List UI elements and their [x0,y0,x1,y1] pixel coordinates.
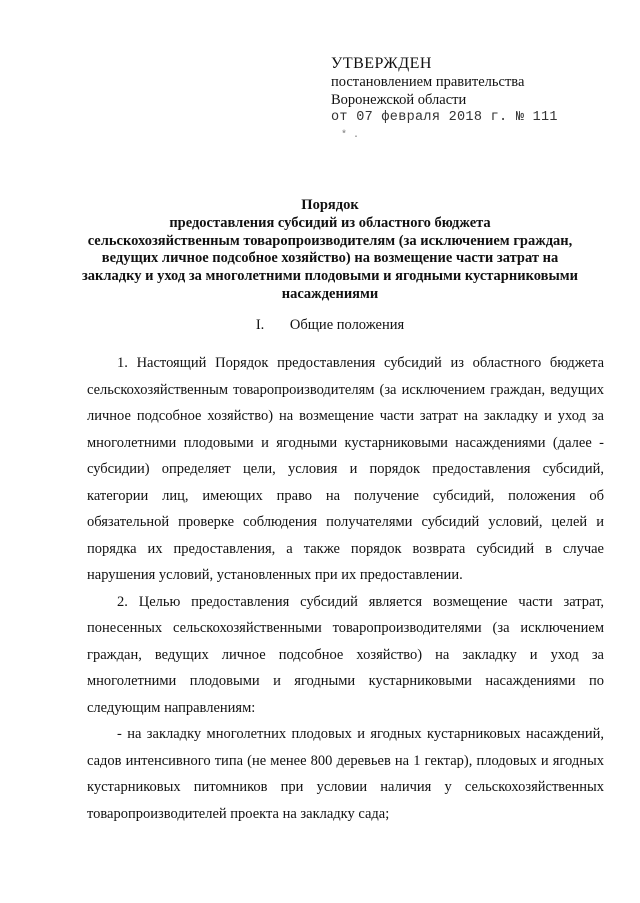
title-line-4: ведущих личное подсобное хозяйство) на возмещение части затрат на [101,250,559,267]
approval-date-line: от 07 февраля 2018 г. № 111 [331,110,558,125]
document-title [60,197,600,304]
approval-line-1: постановлением правительства [331,74,525,90]
title-line-1: Порядок [301,197,359,213]
section-title: Общие положения [289,317,405,333]
approval-title: УТВЕРЖДЕН [331,55,432,72]
approval-line-2: Воронежской области [331,92,467,108]
section-number: I. [255,317,265,333]
approval-mark: * . [341,130,360,141]
paragraph-3: - на закладку многолетних плодовых и ягодных кустарниковых насаждений, садов интенсивного типа (не менее 800 деревьев на 1 гектар), плодовых и ягодных кустарниковых питомников при условии наличия у сельскохозяйственных товаропроизводителей проекта на закладку сада; [87,726,604,822]
title-line-6: насаждениями [281,285,379,302]
title-line-5: закладку и уход за многолетними плодовыми и ягодными кустарниковыми [81,268,579,285]
section-heading [60,317,600,334]
paragraph-1: 1. Настоящий Порядок предоставления субсидий из областного бюджета сельскохозяйственным товаропроизводителям (за исключением граждан, ведущих личное подсобное хозяйство) на возмещение части затрат на закладку и уход за многолетними плодовыми и ягодными кустарниковыми насаждениями (далее - субсидии) определяет цели, условия и порядок предоставления субсидий, категории лиц, имеющих право на получение субсидий, положения об обязательной проверке соблюдения получателями субсидий условий, целей и порядка их предоставления, а также порядок возврата субсидий в случае нарушения условий, установленных при их предоставлении. [87,355,604,583]
title-line-2: предоставления субсидий из областного бюджета [169,214,491,231]
approval-stamp [331,55,558,145]
body-text [87,350,604,827]
title-line-3: сельскохозяйственным товаропроизводителям (за исключением граждан, [87,232,573,249]
paragraph-2: 2. Целью предоставления субсидий является возмещение части затрат, понесенных сельскохозяйственными товаропроизводителями (за исключением граждан, ведущих личное подсобное хозяйство) на закладку и уход за многолетними плодовыми и ягодными кустарниковыми насаждениями по следующим направлениям: [87,593,604,716]
